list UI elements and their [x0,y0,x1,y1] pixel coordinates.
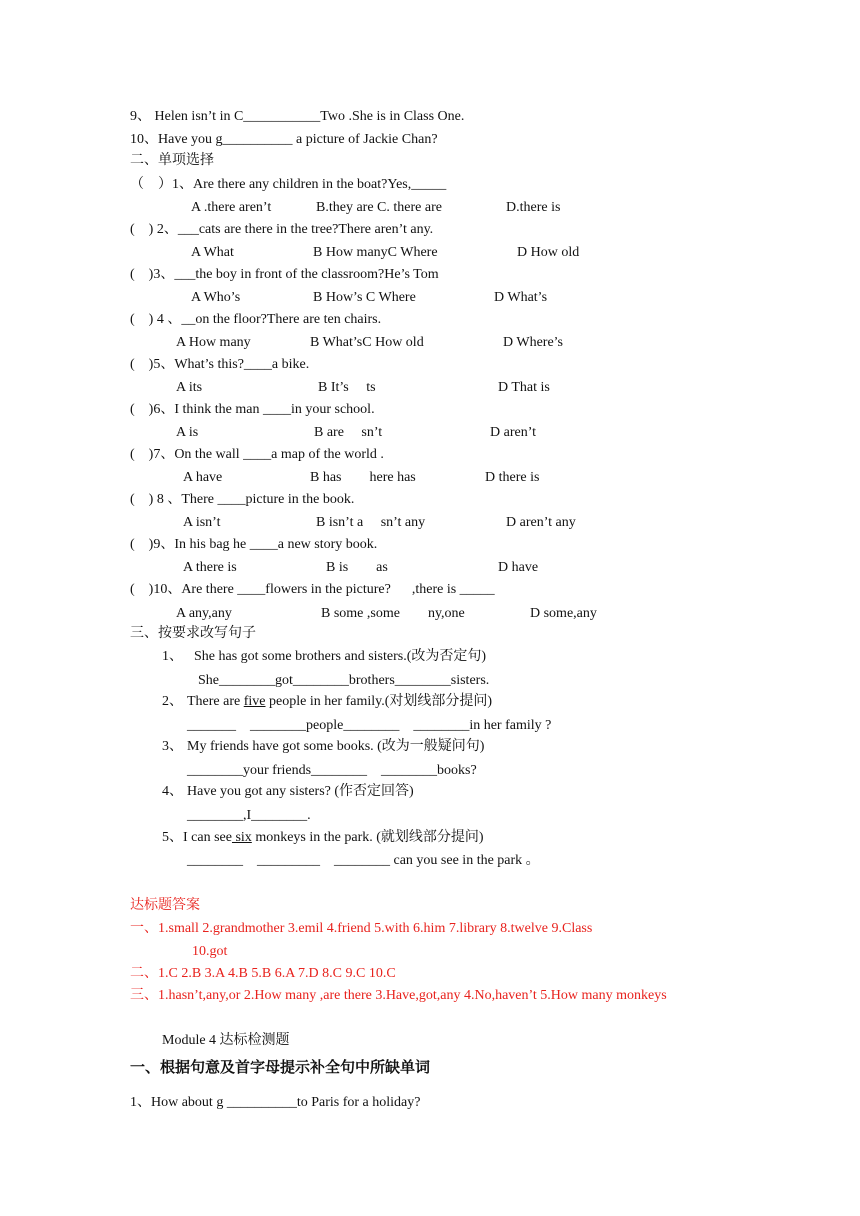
rewrite-q3-num: 3、 [162,739,183,754]
mc-q1-stem: （ ）1、Are there any children in the boat?Yes,_____ [130,177,447,192]
mc-q5-stem: ( )5、What’s this?____a bike. [130,357,310,372]
rewrite-q1-num: 1、 [162,649,183,664]
mc-q2-stem: ( ) 2、___cats are there in the tree?There aren’t any. [130,222,434,237]
section3-heading: 三、按要求改写句子 [130,626,256,641]
mc-q1-option-d: D.there is [506,200,561,215]
mc-q9-option-d: D have [498,560,539,575]
mc-q9-option-a: A there is [183,560,237,575]
mc-q5-option-d: D That is [498,380,550,395]
section2-heading: 二、单项选择 [130,153,214,168]
mc-q6-stem: ( )6、I think the man ____in your school. [130,402,375,417]
rewrite-q2-prompt: There are five people in her family.(对划线部分提问) [187,694,493,709]
mc-q2-option-bc: B How manyC Where [313,245,438,260]
rewrite-q4-prompt: Have you got any sisters? (作否定回答) [187,784,414,799]
mc-q6-option-a: A is [176,425,199,440]
rewrite-q1-answer-line: She________got________brothers________sisters. [198,673,490,688]
mc-q9-option-bc: B is as [326,560,388,575]
module4-title: Module 4 达标检测题 [162,1033,290,1048]
mc-q7-option-bc: B has here has [310,470,416,485]
mc-q3-option-d: D What’s [494,290,548,305]
mc-q2-option-d: D How old [517,245,580,260]
rewrite-q3-answer-line: ________your friends________ ________books? [187,763,477,778]
mc-q7-stem: ( )7、On the wall ____a map of the world . [130,447,384,462]
mc-q10-option-a: A any,any [176,606,232,621]
mc-q6-option-d: D aren’t [490,425,536,440]
mc-q10-stem: ( )10、Are there ____flowers in the picture? ,there is _____ [130,582,495,597]
answers-title: 达标题答案 [130,898,200,913]
mc-q7-option-d: D there is [485,470,540,485]
fill-blank-q10: 10、Have you g__________ a picture of Jackie Chan? [130,132,438,147]
mc-q5-option-bc: B It’s ts [318,380,376,395]
underlined-word: six [231,830,252,845]
mc-q9-stem: ( )9、In his bag he ____a new story book. [130,537,378,552]
module4-section1-heading: 一、根据句意及首字母提示补全句中所缺单词 [130,1060,431,1076]
answers-section1: 一、1.small 2.grandmother 3.emil 4.friend 5.with 6.him 7.library 8.twelve 9.Class [130,921,593,936]
answers-section1-cont: 10.got [192,944,228,959]
rewrite-q4-num: 4、 [162,784,183,799]
mc-q8-option-bc: B isn’t a sn’t any [316,515,426,530]
mc-q8-option-a: A isn’t [183,515,221,530]
rewrite-q3-prompt: My friends have got some books. (改为一般疑问句) [187,739,485,754]
underlined-word: five [243,694,266,709]
mc-q3-option-a: A Who’s [191,290,241,305]
mc-q8-stem: ( ) 8 、There ____picture in the book. [130,492,355,507]
rewrite-q2-answer-line: _______ ________people________ ________in her family ? [187,718,552,733]
rewrite-q2-num: 2、 [162,694,183,709]
mc-q4-option-a: A How many [176,335,251,350]
mc-q8-option-d: D aren’t any [506,515,576,530]
answers-section2: 二、1.C 2.B 3.A 4.B 5.B 6.A 7.D 8.C 9.C 10.C [130,966,396,981]
rewrite-q4-answer-line: ________,I________. [187,808,311,823]
answers-section3: 三、1.hasn’t,any,or 2.How many ,are there 3.Have,got,any 4.No,haven’t 5.How many monkeys [130,988,667,1003]
mc-q10-option-d: D some,any [530,606,597,621]
mc-q1-option-bc: B.they are C. there are [316,200,442,215]
mc-q6-option-bc: B are sn’t [314,425,383,440]
mc-q4-stem: ( ) 4 、__on the floor?There are ten chairs. [130,312,382,327]
rewrite-q5-prompt: 5、I can see six monkeys in the park. (就划线部分提问) [162,830,484,845]
mc-q7-option-a: A have [183,470,223,485]
mc-q5-option-a: A its [176,380,203,395]
mc-q3-option-bc: B How’s C Where [313,290,416,305]
module4-q1: 1、How about g __________to Paris for a holiday? [130,1095,421,1110]
rewrite-q1-prompt: She has got some brothers and sisters.(改为否定句) [194,649,487,664]
mc-q3-stem: ( )3、___the boy in front of the classroom?He’s Tom [130,267,439,282]
mc-q2-option-a: A What [191,245,234,260]
mc-q10-option-bc: B some ,some ny,one [321,606,465,621]
rewrite-q5-answer-line: ________ _________ ________ can you see in the park 。 [187,853,540,868]
mc-q1-option-a: A .there aren’t [191,200,272,215]
fill-blank-q9: 9、 Helen isn’t in C___________Two .She is in Class One. [130,109,465,124]
mc-q4-option-d: D Where’s [503,335,563,350]
mc-q4-option-bc: B What’sC How old [310,335,424,350]
